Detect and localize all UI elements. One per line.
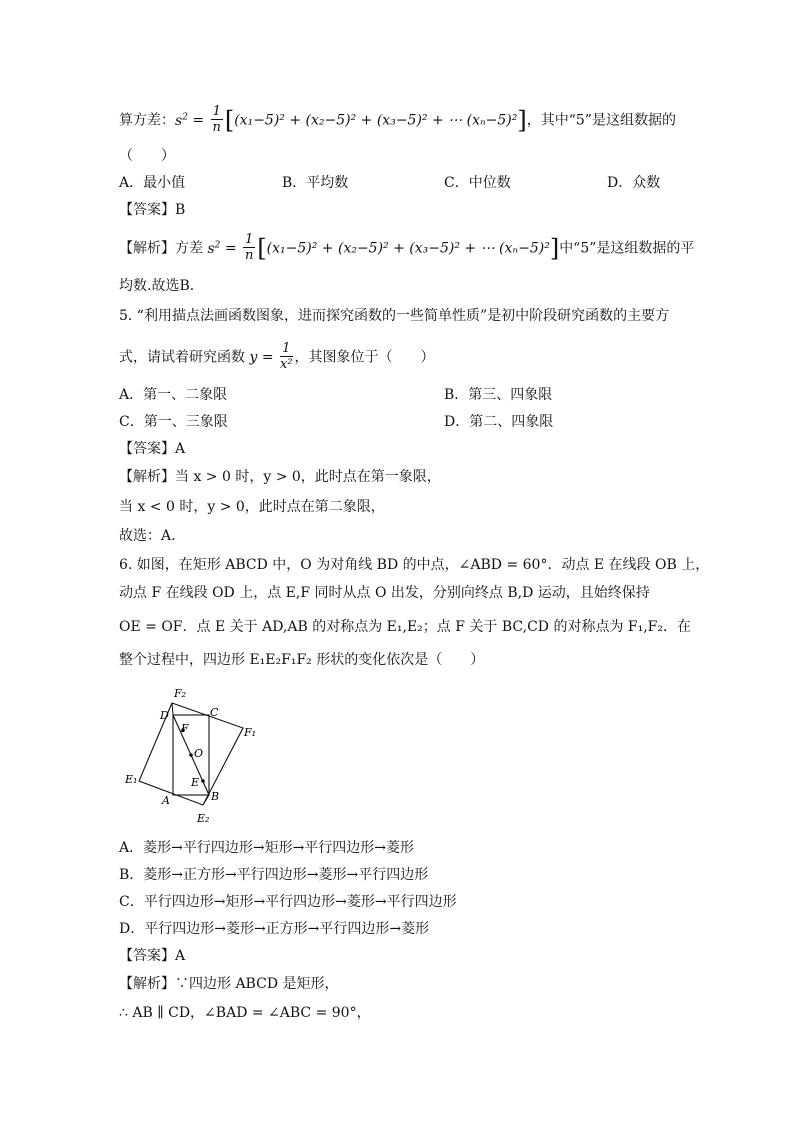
q5-function: y = [249, 349, 274, 366]
label-d: D [160, 709, 169, 722]
q4-option-c: C．中位数 [444, 175, 511, 191]
q5-answer: 【答案】A [119, 441, 186, 457]
q4-eq: = [192, 112, 205, 129]
label-f1: F₁ [244, 726, 257, 739]
q5-line1: 5. “利用描点法画函数图象，进而探究函数的一些简单性质”是初中阶段研究函数的主要方 [119, 308, 670, 324]
label-b: B [211, 790, 220, 803]
point-o [189, 753, 193, 757]
q6-line4: 整个过程中，四边形 E₁E₂F₁F₂ 形状的变化依次是（ ） [119, 652, 485, 668]
q5-analysis-3: 故选：A． [119, 528, 186, 544]
label-e2: E₂ [197, 812, 210, 825]
q4-analysis-tail: 中“5”是这组数据的平 [559, 240, 695, 257]
q4-option-a: A．最小值 [119, 175, 186, 191]
q5-analysis-1: 【解析】当 x > 0 时，y > 0，此时点在第一象限， [119, 469, 441, 485]
q5-option-b: B．第三、四象限 [444, 387, 553, 403]
q4-analysis-fraction: $\frac{1}{n}$ [244, 232, 254, 263]
q6-analysis-2: ∴ AB ∥ CD，∠BAD = ∠ABC = 90°， [119, 1005, 371, 1021]
q6-option-c: C．平行四边形→矩形→平行四边形→菱形→平行四边形 [119, 894, 457, 910]
q5-option-a: A．第一、二象限 [119, 387, 228, 403]
label-o: O [194, 747, 204, 760]
q6-geometry-figure [125, 685, 265, 830]
q4-option-b: B．平均数 [282, 175, 349, 191]
q6-option-b: B．菱形→正方形→平行四边形→菱形→平行四边形 [119, 867, 429, 883]
q4-terms: (x₁−5)² + (x₂−5)² + (x₃−5)² + ⋯ (xₙ−5)² [234, 112, 518, 129]
q4-lead: 算方差： [119, 112, 175, 129]
point-e [201, 779, 205, 783]
q6-option-d: D．平行四边形→菱形→正方形→平行四边形→菱形 [119, 921, 430, 937]
q4-variance-symbol: $s^2$ [175, 111, 188, 129]
q4-option-d: D．众数 [607, 175, 661, 191]
q6-line2: 动点 F 在线段 OD 上，点 E,F 同时从点 O 出发，分别向终点 B,D 运动，且始终保持 [119, 585, 650, 601]
label-e1: E₁ [125, 773, 138, 786]
label-e: E [191, 776, 200, 789]
q4-analysis-line: 【解析】方差 $s^2$ = $\frac{1}{n}$ [(x₁−5)² + (x₂−5)² + (x₃−5)² + ⋯ (xₙ−5)²]中“5”是这组数据的平 [119, 232, 695, 263]
q4-fraction: $\frac{1}{n}$ [212, 104, 221, 135]
q6-line3: OE = OF．点 E 关于 AD,AB 的对称点为 E₁,E₂；点 F 关于 BC,CD 的对称点为 F₁,F₂．在 [119, 619, 692, 635]
label-c: C [210, 706, 219, 719]
q5-option-c: C．第一、三象限 [119, 414, 228, 430]
q5-fraction: $\frac{1}{\text{x²}}$ [280, 341, 293, 372]
q4-tail: ，其中“5”是这组数据的 [526, 112, 676, 129]
label-f2: F₂ [174, 687, 187, 700]
q5-option-d: D．第二、四象限 [444, 414, 554, 430]
q4-analysis-lead: 【解析】方差 [119, 240, 203, 257]
q5-line2-lead: 式，请试着研究函数 [119, 349, 245, 366]
q4-formula-line: 算方差：$s^2$ = $\frac{1}{n}$ [(x₁−5)² + (x₂−5)² + (x₃−5)² + ⋯ (xₙ−5)²]，其中“5”是这组数据的 [119, 104, 676, 135]
label-f: F [181, 722, 189, 735]
q5-analysis-2: 当 x < 0 时，y > 0，此时点在第二象限， [119, 499, 385, 515]
q4-answer: 【答案】B [119, 202, 186, 218]
q6-analysis-1: 【解析】∵四边形 ABCD 是矩形， [119, 976, 339, 992]
q5-line2 [119, 342, 435, 373]
label-a: A [162, 794, 170, 807]
q4-analysis-line2: 均数.故选B． [119, 278, 204, 294]
q6-option-a: A．菱形→平行四边形→矩形→平行四边形→菱形 [119, 840, 415, 856]
q6-line1: 6. 如图，在矩形 ABCD 中，O 为对角线 BD 的中点，∠ABD = 60°．动点 E 在线段 OB 上， [119, 557, 710, 573]
q5-line2-tail: ，其图象位于（ ） [294, 349, 435, 366]
q4-analysis-terms: (x₁−5)² + (x₂−5)² + (x₃−5)² + ⋯ (xₙ−5)² [266, 240, 550, 257]
q6-answer: 【答案】A [119, 948, 186, 964]
q4-paren: （ ） [119, 148, 175, 164]
